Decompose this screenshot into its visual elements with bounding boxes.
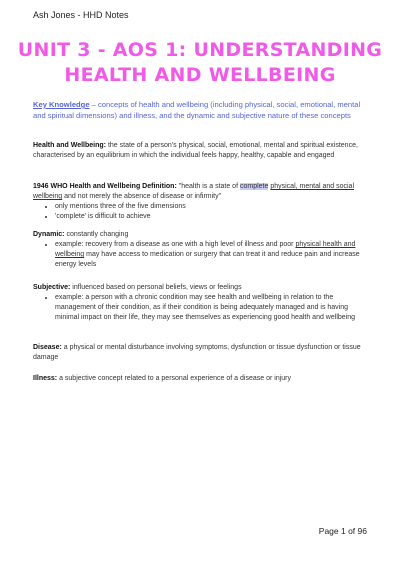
subjective-bullets bbox=[33, 293, 367, 323]
who-highlight: complete bbox=[239, 183, 269, 190]
subjective-text: influenced based on personal beliefs, views or feelings bbox=[70, 284, 242, 291]
list-item: • example: a person with a chronic condition may see health and wellbeing in relation to the management of their condition, as if their condition is being adequately managed and is having minimal impact on their life, they may see themselves as experiencing good health and wellbeing bbox=[55, 293, 367, 323]
health-wellbeing-text: the state of a person's physical, social, emotional, mental and spiritual existence, characterised by an equilibrium in which the individual feels happy, healthy, capable and engaged bbox=[33, 142, 358, 159]
who-definition-section bbox=[33, 182, 367, 222]
who-definition bbox=[33, 182, 367, 202]
dynamic-bullet-underlined: physical health and wellbeing bbox=[55, 241, 356, 258]
health-wellbeing-term: Health and Wellbeing: bbox=[33, 142, 106, 149]
illness-text: a subjective concept related to a personal experience of a disease or injury bbox=[57, 375, 291, 382]
dynamic-definition bbox=[33, 230, 367, 240]
list-item: • 'complete' is difficult to achieve bbox=[55, 212, 367, 222]
health-wellbeing-definition bbox=[33, 141, 367, 161]
who-underlined: physical, mental and social wellbeing bbox=[33, 183, 354, 200]
dynamic-term: Dynamic: bbox=[33, 231, 65, 238]
who-text-after: and not merely the absence of disease or infirmity" bbox=[62, 193, 222, 200]
illness-definition bbox=[33, 374, 367, 384]
key-knowledge-text: – concepts of health and wellbeing (including physical, social, emotional, mental and spiritual dimensions) and illness, and the dynamic and subjective nature of these concepts bbox=[33, 100, 361, 120]
dynamic-bullet-after: may have access to medication or surgery that can treat it and reduce pain and increase energy levels bbox=[55, 251, 360, 268]
dynamic-text: constantly changing bbox=[64, 231, 129, 238]
header-note: Ash Jones - HHD Notes bbox=[33, 10, 129, 20]
title-line-1: UNIT 3 - AOS 1: UNDERSTANDING bbox=[17, 39, 383, 61]
key-knowledge bbox=[33, 99, 367, 121]
key-knowledge-label: Key Knowledge bbox=[33, 100, 90, 109]
page-number: Page 1 of 96 bbox=[318, 526, 367, 536]
who-bullets bbox=[33, 202, 367, 222]
subjective-section bbox=[33, 283, 367, 323]
page-title bbox=[0, 38, 400, 88]
illness-term: Illness: bbox=[33, 375, 58, 382]
disease-term: Disease: bbox=[33, 344, 62, 351]
dynamic-bullet-before: example: recovery from a disease as one with a high level of illness and poor bbox=[55, 241, 296, 248]
list-item bbox=[55, 240, 367, 270]
subjective-term: Subjective: bbox=[33, 284, 71, 291]
title-line-2: HEALTH AND WELLBEING bbox=[64, 64, 336, 86]
subjective-definition bbox=[33, 283, 367, 293]
dynamic-bullets bbox=[33, 240, 367, 270]
dynamic-section bbox=[33, 230, 367, 270]
disease-definition bbox=[33, 343, 367, 363]
list-item: • only mentions three of the five dimensions bbox=[55, 202, 367, 212]
disease-text: a physical or mental disturbance involving symptoms, dysfunction or tissue dysfunction or tissue damage bbox=[33, 344, 361, 361]
who-text-before: "health is a state of bbox=[176, 183, 240, 190]
who-term: 1946 WHO Health and Wellbeing Definition: bbox=[33, 183, 177, 190]
